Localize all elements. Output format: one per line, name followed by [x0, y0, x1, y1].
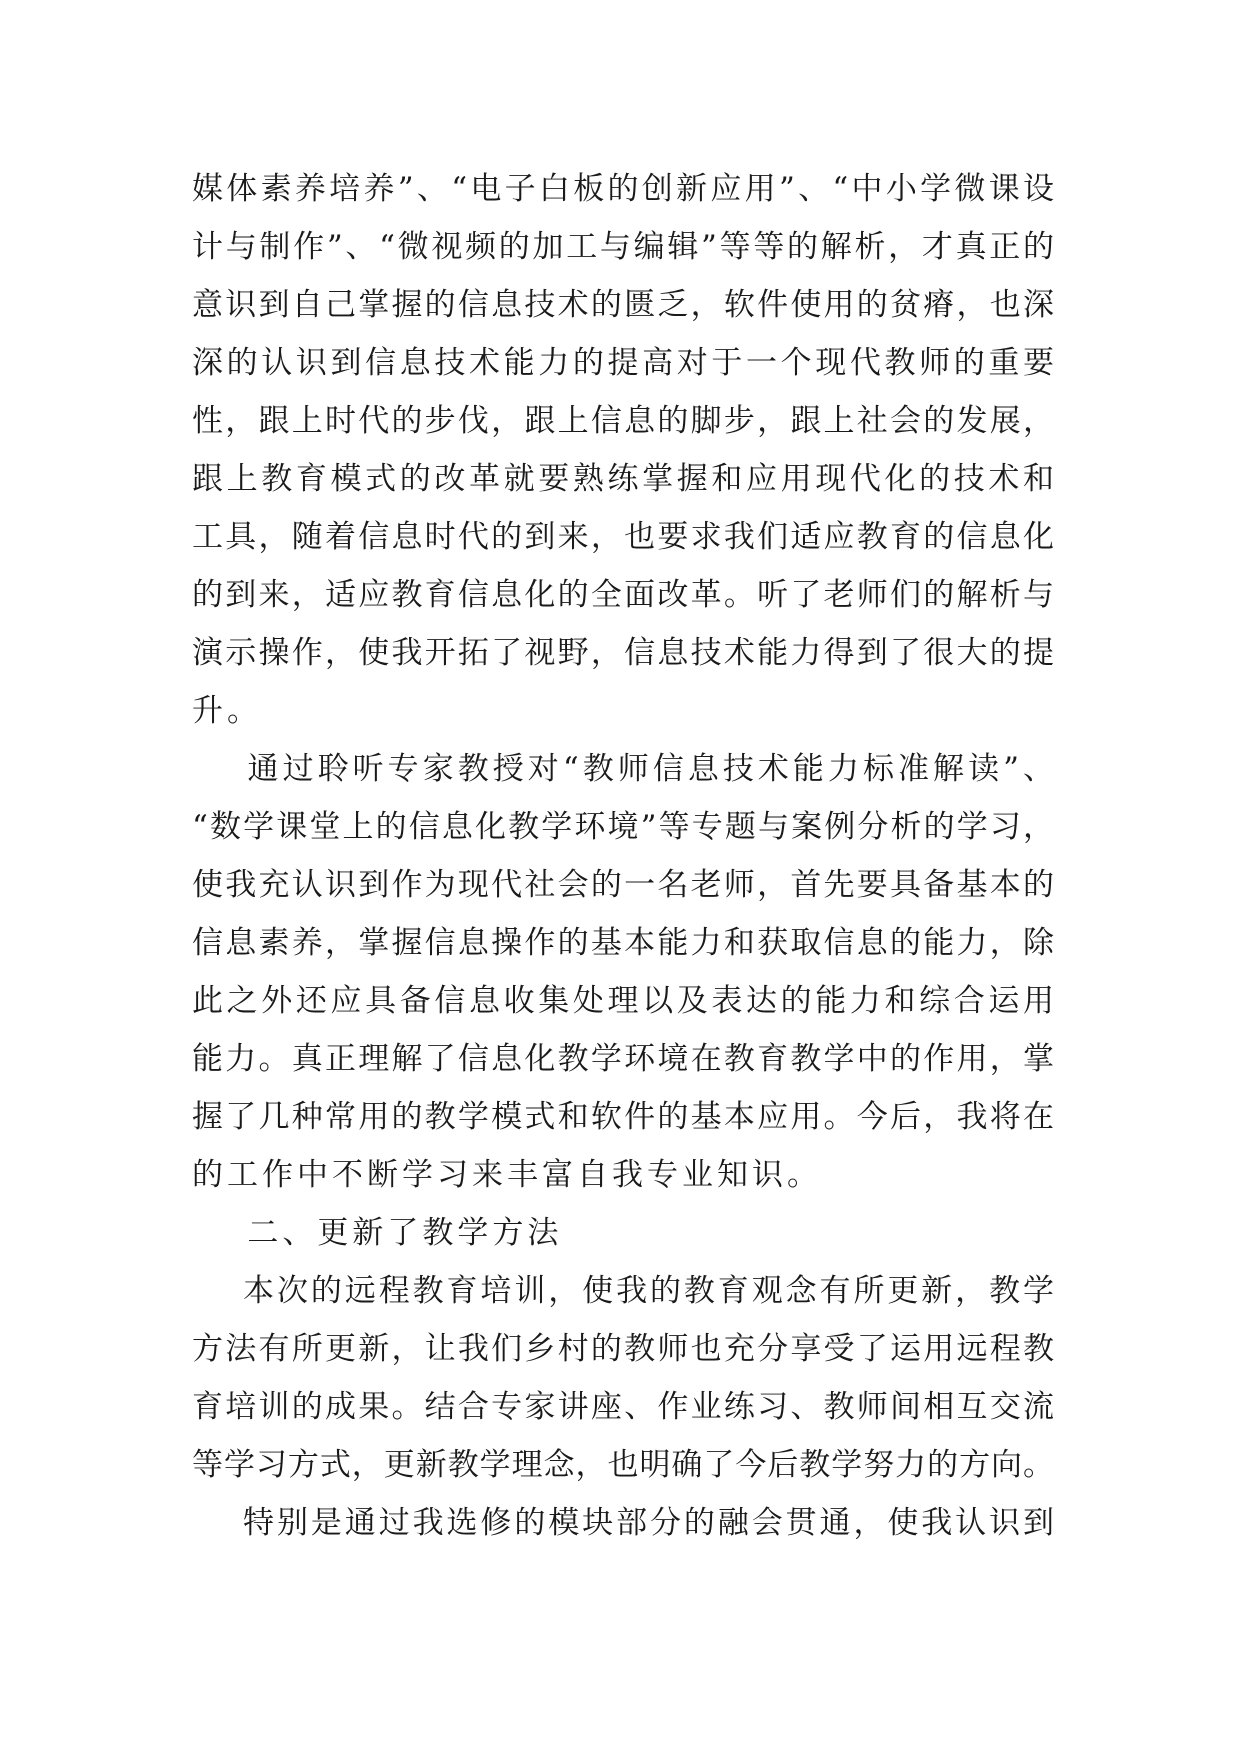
text-line: 跟上教育模式的改革就要熟练掌握和应用现代化的技术和: [192, 461, 1054, 497]
text-line: “数学课堂上的信息化教学环境”等专题与案例分析的学习，: [192, 809, 1054, 845]
text-line: 信息素养，掌握信息操作的基本能力和获取信息的能力，除: [192, 925, 1054, 961]
text-line: 能力。真正理解了信息化教学环境在教育教学中的作用，掌: [192, 1041, 1054, 1077]
text-line: 工具，随着信息时代的到来，也要求我们适应教育的信息化: [192, 519, 1054, 555]
text-line: 育培训的成果。结合专家讲座、作业练习、教师间相互交流: [192, 1389, 1054, 1425]
text-line: 此之外还应具备信息收集处理以及表达的能力和综合运用: [192, 983, 1054, 1019]
text-line: 使我充认识到作为现代社会的一名老师，首先要具备基本的: [192, 867, 1054, 903]
section-heading: 二、更新了教学方法: [192, 1215, 563, 1251]
text-line: 本次的远程教育培训，使我的教育观念有所更新，教学: [192, 1273, 1054, 1309]
text-line: 性，跟上时代的步伐，跟上信息的脚步，跟上社会的发展，: [192, 403, 1054, 439]
text-line: 的工作中不断学习来丰富自我专业知识。: [192, 1157, 822, 1193]
text-line: 深的认识到信息技术能力的提高对于一个现代教师的重要: [192, 345, 1054, 381]
document-body: [192, 160, 1054, 1552]
text-line: 计与制作”、“微视频的加工与编辑”等等的解析，才真正的: [192, 229, 1054, 265]
text-line: 媒体素养培养”、“电子白板的创新应用”、“中小学微课设: [192, 171, 1054, 207]
text-line: 意识到自己掌握的信息技术的匮乏，软件使用的贫瘠，也深: [192, 287, 1054, 323]
text-line: 方法有所更新，让我们乡村的教师也充分享受了运用远程教: [192, 1331, 1054, 1367]
text-line: 演示操作，使我开拓了视野，信息技术能力得到了很大的提: [192, 635, 1054, 671]
text-line: 的到来，适应教育信息化的全面改革。听了老师们的解析与: [192, 577, 1054, 613]
text-line: 等学习方式，更新教学理念，也明确了今后教学努力的方向。: [192, 1447, 1054, 1483]
text-line: 特别是通过我选修的模块部分的融会贯通，使我认识到: [192, 1505, 1054, 1541]
text-line: 升。: [192, 693, 262, 729]
text-line: 握了几种常用的教学模式和软件的基本应用。今后，我将在: [192, 1099, 1054, 1135]
text-line: 通过聆听专家教授对“教师信息技术能力标准解读”、: [192, 751, 1054, 787]
